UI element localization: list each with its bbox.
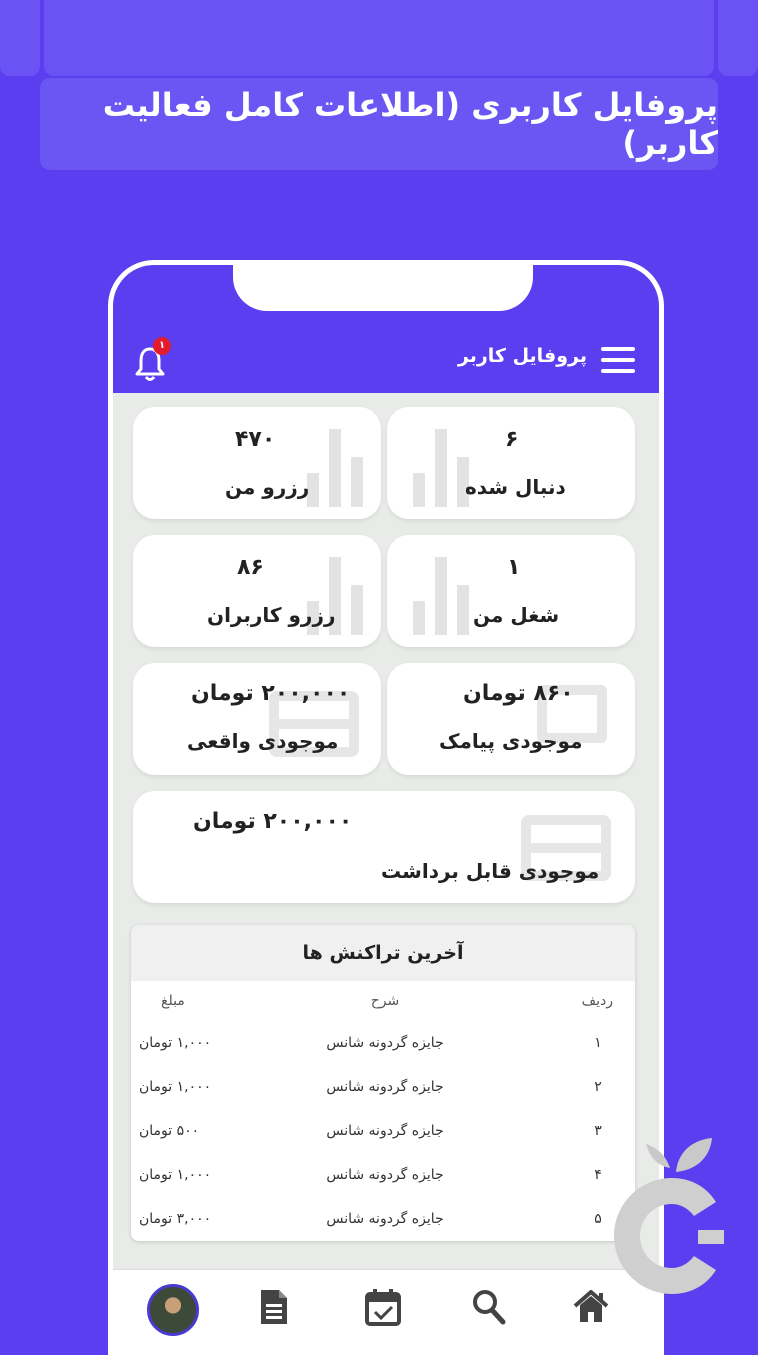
stat-value: ۲۰۰,۰۰۰ تومان [191,681,351,706]
cell-row: ۲ [594,1079,602,1095]
top-tab-center [44,0,714,76]
notification-bell-icon[interactable] [135,341,171,381]
menu-icon[interactable] [601,347,635,373]
search-icon[interactable] [471,1288,515,1332]
cell-amount: ۵۰۰ تومان [139,1123,200,1139]
table-row [131,1111,635,1155]
calendar-check-icon[interactable] [365,1288,409,1332]
top-tab-right [718,0,758,76]
cell-amount: ۱,۰۰۰ تومان [139,1167,212,1183]
transactions-table [131,925,635,1241]
table-row [131,1155,635,1199]
stat-value: ۱ [507,555,521,580]
cell-amount: ۳,۰۰۰ تومان [139,1211,212,1227]
stat-card-user-reservations[interactable] [133,535,381,647]
stat-card-followed[interactable] [387,407,635,519]
stat-label: موجودی پیامک [439,729,583,753]
stat-label: رزرو کاربران [207,603,336,627]
table-row [131,1023,635,1067]
stat-card-my-reservations[interactable] [133,407,381,519]
stat-label: دنبال شده [465,475,566,499]
banner-title: پروفایل کاربری (اطلاعات کامل فعالیت کاربر) [40,78,718,170]
cell-row: ۱ [594,1035,602,1051]
stat-value: ۶ [505,427,519,452]
stat-value: ۲۰۰,۰۰۰ تومان [193,809,353,834]
app-bar [113,327,659,393]
stat-value: ۸۶ [237,555,264,580]
stat-card-real-balance[interactable] [133,663,381,775]
notification-badge: ۱ [153,337,171,355]
stat-value: ۴۷۰ [235,427,276,452]
page-title: پروفایل کاربر [457,345,587,367]
phone-notch [233,260,533,311]
cell-amount: ۱,۰۰۰ تومان [139,1079,212,1095]
brand-logo [606,1136,736,1296]
chart-icon [413,557,469,635]
cell-desc: جایزه گردونه شانس [326,1079,444,1095]
stat-label: موجودی واقعی [187,729,339,753]
stat-label: موجودی قابل برداشت [381,859,600,883]
stat-value: ۸۶۰ تومان [463,681,574,706]
table-header-row [131,981,635,1023]
phone-frame [108,260,664,1355]
top-tab-left [0,0,40,76]
avatar[interactable] [147,1284,199,1336]
stat-card-my-jobs[interactable] [387,535,635,647]
column-header-amount: مبلغ [161,993,185,1009]
cell-amount: ۱,۰۰۰ تومان [139,1035,212,1051]
cell-row: ۳ [594,1123,602,1139]
stat-label: رزرو من [225,475,310,499]
table-row [131,1067,635,1111]
cell-desc: جایزه گردونه شانس [326,1123,444,1139]
chart-icon [413,429,469,507]
cell-desc: جایزه گردونه شانس [326,1211,444,1227]
chart-icon [307,429,363,507]
stat-card-withdrawable-balance[interactable] [133,791,635,903]
stat-card-sms-balance[interactable] [387,663,635,775]
cell-desc: جایزه گردونه شانس [326,1167,444,1183]
column-header-row: ردیف [581,993,613,1009]
stat-label: شغل من [473,603,560,627]
document-icon[interactable] [259,1288,303,1332]
transactions-title: آخرین تراکنش ها [131,925,635,981]
cell-row: ۴ [594,1167,602,1183]
column-header-desc: شرح [370,993,400,1009]
cell-desc: جایزه گردونه شانس [326,1035,444,1051]
table-row [131,1199,635,1241]
bottom-navigation [113,1269,659,1355]
cell-row: ۵ [594,1211,602,1227]
